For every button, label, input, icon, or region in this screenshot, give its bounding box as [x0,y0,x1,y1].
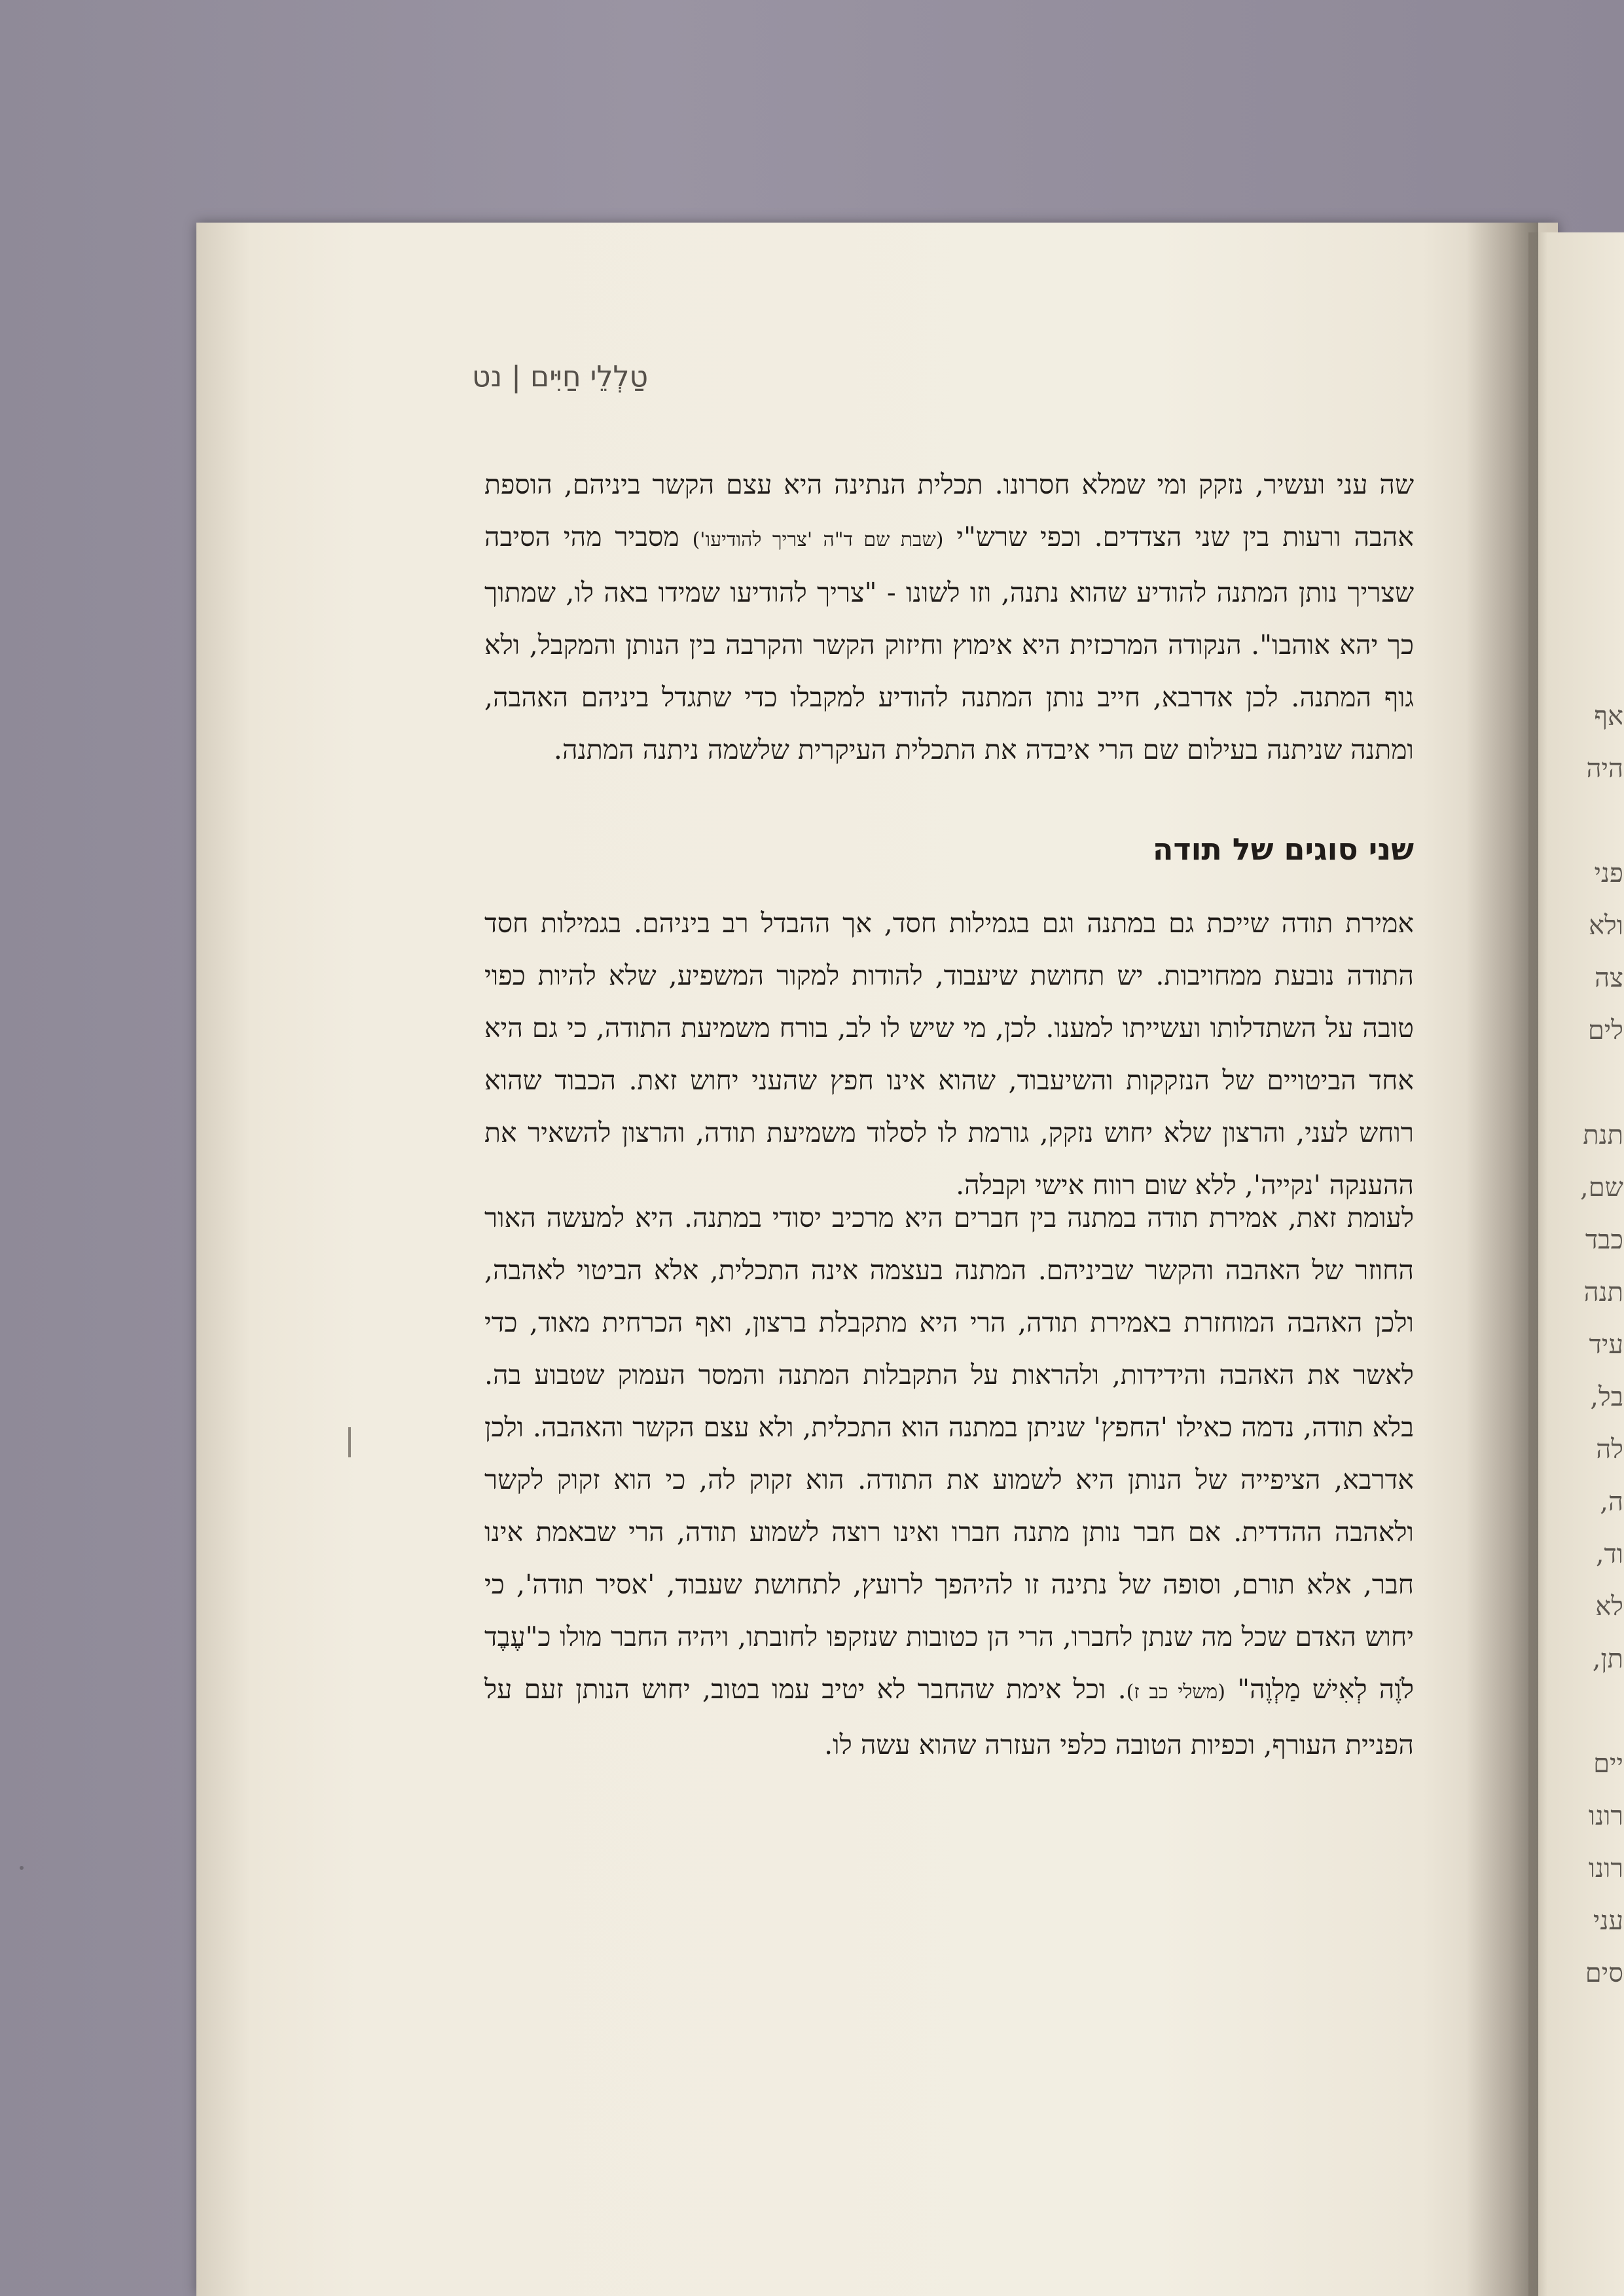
section-heading: שני סוגים של תודה [1152,831,1414,867]
next-page-fragment: לים [1587,1015,1623,1046]
next-page-fragment: צה [1595,963,1623,993]
next-page-fragment: עני [1593,1906,1623,1936]
next-page-fragment: לא [1595,1592,1623,1622]
next-page-fragment: פני [1594,858,1623,888]
next-page-fragment: סים [1585,1958,1623,1988]
paragraph-3 [484,1192,1414,1771]
next-page-fragment [1551,1696,1623,1748]
next-page-fragment: רונו [1588,1801,1623,1831]
next-page-fragment [1551,805,1623,858]
paragraph-1-text [484,458,1414,776]
next-page-fragment: תן, [1592,1644,1623,1674]
next-page-fragment: היה [1586,754,1623,784]
paragraph-2 [484,897,1414,1211]
next-page-fragment: ולא [1589,911,1623,941]
next-page-fragment: תנה [1583,1277,1623,1307]
next-page-fragment: בל, [1590,1382,1623,1412]
paragraph-3-text-after: . וכל אימת שהחבר לא יטיב עמו בטוב, יחוש הנותן זעם על הפניית העורף, וכפיות הטובה כלפי העזרה שהוא עשה לו. [484,1673,1414,1760]
next-page-text-fragments [1551,701,1623,2010]
next-page-fragment: ה, [1600,1487,1623,1517]
margin-mark [348,1427,351,1457]
paragraph-3-text-before: לעומת זאת, אמירת תודה במתנה בין חברים היא מרכיב יסודי במתנה. היא למעשה האור החוזר של האהבה והקשר שביניהם. המתנה בעצמה אינה התכלית, אלא הביטוי לאהבה, ולכן האהבה המוחזרת באמירת תודה, הרי היא מתקבלת ברצון, ואף הכרחית מאוד, כדי לאשר את האהבה והידידות, ולהראות על התקבלות המתנה והמסר העמוק שטבוע בה. בלא תודה, נדמה כאילו 'החפץ' שניתן במתנה הוא התכלית, ולא עצם הקשר והאהבה. ולכן אדרבא, הציפייה של הנותן היא לשמוע את התודה. הוא זקוק לה, כי הוא זקוק לקשר ולאהבה ההדדית. אם חבר נותן מתנה חברו ואינו רוצה לשמוע תודה, הרי שבאמת אינו חבר, אלא תורם, וסופה של נתינה זו להיהפך לרועץ, לתחושת שעבוד, 'אסיר תודה', כי יחוש האדם שכל מה שנתן לחברו, הרי הן כטובות שנזקפו לחובתו, ויהיה החבר מולו כ"עֶבֶד לֹוֶה לְאִישׁ מַלְוֶה" [484,1202,1415,1705]
next-page-fragment: וד, [1595,1539,1623,1569]
running-header: טַלְלֵי חַיִּים | נט [472,360,648,393]
next-page-fragment: עיד [1589,1330,1623,1360]
next-page-fragment: שם, [1580,1173,1623,1203]
paragraph-1-text-after: מסביר מהי הסיבה שצריך נותן המתנה להודיע שהוא נתנה, וזו לשונו - "צריך להודיעו שמידו באה לו, שמתוך כך יהא אוהבו". הנקודה המרכזית היא אימוץ וחיזוק הקשר והקרבה בין הנותן והמקבל, ולא גוף המתנה. לכן אדרבא, חייב נותן המתנה להודיע למקבלו כדי שתגדל ביניהם האהבה, ומתנה שניתנה בעילום שם הרי איבדה את התכלית העיקרית שלשמה ניתנה המתנה. [484,521,1414,765]
next-page-fragment: אף [1594,701,1623,731]
paragraph-1-text-before: שה עני ועשיר, נזקק ומי שמלא חסרונו. תכלית הנתינה היא עצם הקשר ביניהם, הוספת אהבה ורעות בין שני הצדדים. וכפי שרש"י [484,469,1414,553]
scan-artifact-dot [20,1866,24,1870]
paragraph-3-citation: (משלי כב ז) [1126,1681,1225,1704]
next-page-fragment: יים [1593,1749,1623,1779]
next-page-fragment: כבד [1585,1225,1623,1255]
paragraph-1 [484,458,1414,776]
next-page-fragment [1551,1067,1623,1120]
next-page-fragment: תנת [1583,1120,1623,1150]
page-fold-shadow [1466,223,1538,2296]
next-page-fragment: רונו [1588,1853,1623,1884]
next-page-fragment: לה [1596,1434,1623,1465]
paragraph-3-text [484,1192,1414,1771]
paragraph-2-text: אמירת תודה שייכת גם במתנה וגם בגמילות חסד, אך ההבדל רב ביניהם. בגמילות חסד התודה נובעת ממחויבות. יש תחושת שיעבוד, להודות למקור המשפיע, שלא להיות כפוי טובה על השתדלותו ועשייתו למענו. לכן, מי שיש לו לב, בורח משמיעת התודה, כי גם היא אחד הביטויים של הנזקקות והשיעבוד, שהוא אינו חפץ שהעני יחוש זאת. הכבוד שהוא רוחש לעני, והרצון שלא יחוש נזקק, גורמת לו לסלוד משמיעת תודה, והרצון להשאיר את ההענקה 'נקייה', ללא שום רווח אישי וקבלה. [484,907,1414,1201]
paragraph-1-citation: (שבת שם ד"ה 'צריך להודיעו') [692,528,944,551]
